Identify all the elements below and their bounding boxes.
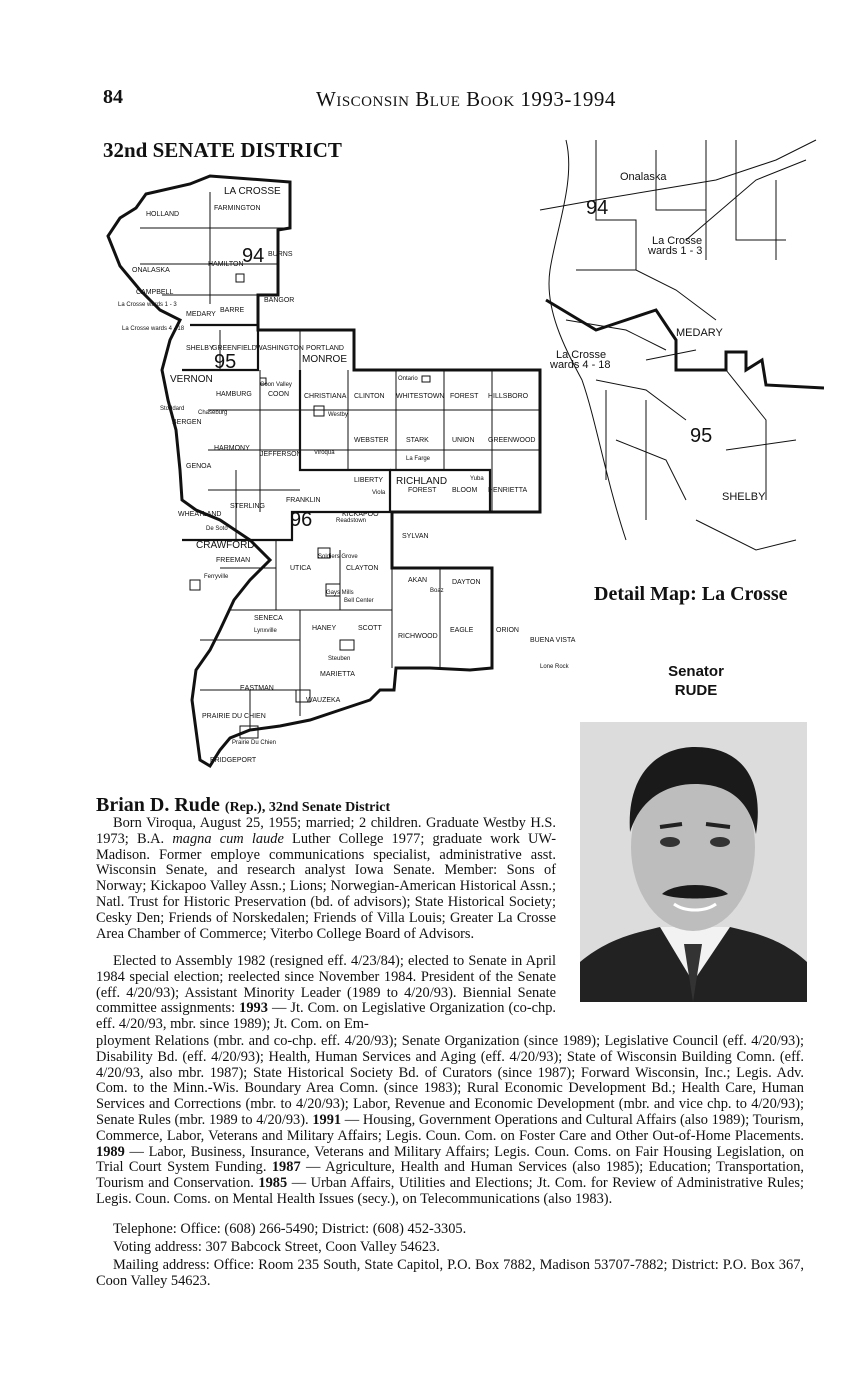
svg-text:RICHWOOD: RICHWOOD <box>398 633 438 640</box>
svg-text:Gays Mills: Gays Mills <box>326 590 354 596</box>
bio-paragraph-2-bottom <box>96 1034 804 1208</box>
svg-text:WHEATLAND: WHEATLAND <box>178 511 222 518</box>
senator-caption-line1: Senator <box>668 663 724 680</box>
svg-text:EASTMAN: EASTMAN <box>240 685 274 692</box>
svg-text:95: 95 <box>690 425 713 447</box>
svg-text:wards 1 - 3: wards 1 - 3 <box>648 245 703 257</box>
svg-text:La Crosse: La Crosse <box>652 235 703 247</box>
svg-text:Coon Valley: Coon Valley <box>260 382 292 388</box>
svg-text:MONROE: MONROE <box>302 354 347 365</box>
svg-text:La Farge: La Farge <box>406 456 431 462</box>
bio-p1-end: Luther College 1977; graduate work UW-Madison. Former employe communications specialist, administrative asst. Wisconsin Senate, and research analyst Iowa Senate. Member: Sons of Norway; Kickapoo Valley Assn.; Lions; Norwegian-American Historical Assn.; Natl. Trust for Historic Preservation (bd. of advisors); State Historical Society; Cesky Den; Friends of Norskedalen; Friends of Villa Louis; Greater La Crosse Area Chamber of Commerce; Viterbo College Board of Advisors. <box>96 830 556 942</box>
year-1993: 1993 <box>239 1000 268 1017</box>
svg-text:GENOA: GENOA <box>186 463 212 470</box>
year-1987: 1987 <box>271 1159 301 1176</box>
svg-text:BURNS: BURNS <box>268 251 293 258</box>
svg-text:PORTLAND: PORTLAND <box>306 345 344 352</box>
svg-text:BARRE: BARRE <box>220 307 245 314</box>
svg-text:MEDARY: MEDARY <box>676 327 723 339</box>
district-title: 32nd SENATE DISTRICT <box>103 138 342 162</box>
svg-text:FREEMAN: FREEMAN <box>216 557 251 564</box>
book-title: Wisconsin Blue Book 1993-1994 <box>316 87 616 111</box>
svg-text:Chaseburg: Chaseburg <box>198 410 228 416</box>
svg-text:HANEY: HANEY <box>312 625 337 632</box>
svg-text:SHELBY: SHELBY <box>722 491 766 503</box>
svg-text:La Crosse: La Crosse <box>556 349 607 361</box>
senator-portrait <box>580 722 807 1002</box>
svg-text:MARIETTA: MARIETTA <box>320 671 355 678</box>
district-map <box>100 170 590 770</box>
svg-text:Viola: Viola <box>372 490 386 496</box>
svg-text:96: 96 <box>290 509 313 531</box>
svg-text:Yuba: Yuba <box>470 476 484 482</box>
svg-text:wards 4 - 18: wards 4 - 18 <box>550 359 611 371</box>
svg-text:FARMINGTON: FARMINGTON <box>214 205 261 212</box>
svg-text:HENRIETTA: HENRIETTA <box>488 487 528 494</box>
svg-text:BLOOM: BLOOM <box>452 487 478 494</box>
svg-text:HARMONY: HARMONY <box>214 445 250 452</box>
bio-p2-b: — Jt. Com. on Legislative Organization (co-chp. eff. 4/20/93, mbr. since 1989); Jt. Com. on Em- <box>96 1000 556 1033</box>
bio-p2-c: ployment Relations (mbr. and co-chp. eff. 4/20/93); Senate Organization (since 1989); Legislative Council (eff. 4/20/93); Disability Bd. (eff. 4/20/93); Health, Human Services and Aging (eff. 4/20/93); State of Wisconsin Building Comn. (eff. 4/20/93, also mbr. 1987); State Historical Society Bd. of Curators (since 1987); Forward Wisconsin, Inc.; Legis. Adv. Com. to the Minn.-Wis. Boundary Area Comn. (since 1983); Rural Economic Development Bd.; Health Care, Human Services and Corrections (mbr. to 4/20/93); Labor, Revenue and Economic Development (mbr. and vice chp. to 4/20/93); Senate Rules (mbr. 1989 to 4/20/93). <box>96 1033 804 1128</box>
svg-text:PRAIRIE DU CHIEN: PRAIRIE DU CHIEN <box>202 713 266 720</box>
mailing-address: Mailing address: Office: Room 235 South, State Capitol, P.O. Box 7882, Madison 53707-7882; District: P.O. Box 367, Coon Valley 54623. <box>96 1257 804 1289</box>
svg-text:Lynxville: Lynxville <box>254 628 277 634</box>
svg-text:JEFFERSON: JEFFERSON <box>260 451 302 458</box>
bio-p2-a: Elected to Assembly 1982 (resigned eff. 4/23/84); elected to Senate in April 1984 special election; reelected since November 1984. President of the Senate (eff. 4/20/93); Assistant Minority Leader (1989 to 4/20/93). Biennial Senate committee assignments: <box>96 953 556 1017</box>
bio-paragraph-1 <box>96 816 556 942</box>
svg-text:WASHINGTON: WASHINGTON <box>256 345 304 352</box>
voting-address: Voting address: 307 Babcock Street, Coon Valley 54623. <box>113 1239 440 1255</box>
svg-text:HAMILTON: HAMILTON <box>208 261 244 268</box>
senator-caption <box>640 662 752 700</box>
senator-party-district: (Rep.), 32nd Senate District <box>224 800 391 815</box>
svg-text:Steuben: Steuben <box>328 656 351 662</box>
bio-p1-italic: magna cum laude <box>172 830 284 847</box>
svg-text:Boaz: Boaz <box>430 588 444 594</box>
svg-text:RICHLAND: RICHLAND <box>396 476 448 487</box>
svg-text:WHITESTOWN: WHITESTOWN <box>396 393 445 400</box>
portrait-drawing <box>580 722 807 1002</box>
year-1991: 1991 <box>312 1111 342 1128</box>
svg-text:BERGEN: BERGEN <box>172 419 202 426</box>
svg-text:SENECA: SENECA <box>254 615 283 622</box>
svg-text:ORION: ORION <box>496 627 519 634</box>
svg-text:CLAYTON: CLAYTON <box>346 565 379 572</box>
svg-text:Onalaska: Onalaska <box>620 171 667 183</box>
svg-text:HAMBURG: HAMBURG <box>216 391 252 398</box>
bio-p1-start: Born Viroqua, August 25, 1955; married; 2 children. Graduate Westby H.S. 1973; B.A. <box>96 815 556 847</box>
svg-text:UNION: UNION <box>452 437 475 444</box>
svg-text:STERLING: STERLING <box>230 503 266 510</box>
detail-map-caption: Detail Map: La Crosse <box>594 583 788 605</box>
svg-text:Bell Center: Bell Center <box>344 598 374 604</box>
year-1985: 1985 <box>258 1175 288 1192</box>
senator-caption-line2: RUDE <box>674 682 718 699</box>
svg-text:Westby: Westby <box>328 412 348 418</box>
svg-text:STARK: STARK <box>406 437 429 444</box>
svg-text:Readstown: Readstown <box>336 518 367 524</box>
svg-text:Ontario: Ontario <box>398 376 418 382</box>
svg-text:BRIDGEPORT: BRIDGEPORT <box>210 757 257 764</box>
svg-text:95: 95 <box>214 351 237 373</box>
svg-text:CHRISTIANA: CHRISTIANA <box>304 393 347 400</box>
svg-text:FRANKLIN: FRANKLIN <box>286 497 321 504</box>
svg-text:Lone Rock: Lone Rock <box>540 664 569 670</box>
detail-map <box>536 120 824 575</box>
svg-text:LIBERTY: LIBERTY <box>354 477 384 484</box>
senator-name-heading <box>96 794 390 817</box>
svg-text:VERNON: VERNON <box>170 374 213 385</box>
svg-text:LA CROSSE: LA CROSSE <box>224 186 281 197</box>
bio-paragraph-2-top <box>96 954 556 1033</box>
svg-text:ONALASKA: ONALASKA <box>132 267 170 274</box>
svg-text:EAGLE: EAGLE <box>450 627 474 634</box>
svg-text:Viroqua: Viroqua <box>314 450 335 456</box>
svg-text:Soldiers Grove: Soldiers Grove <box>318 554 358 560</box>
svg-text:COON: COON <box>268 391 289 398</box>
svg-text:SHELBY: SHELBY <box>186 345 214 352</box>
svg-text:CLINTON: CLINTON <box>354 393 385 400</box>
svg-text:WAUZEKA: WAUZEKA <box>306 697 341 704</box>
svg-text:KICKAPOO: KICKAPOO <box>342 511 379 518</box>
svg-text:94: 94 <box>586 197 609 219</box>
svg-text:Ferryville: Ferryville <box>204 574 229 580</box>
svg-text:CRAWFORD: CRAWFORD <box>196 540 255 551</box>
senator-name: Brian D. Rude <box>96 794 220 816</box>
svg-text:GREENFIELD: GREENFIELD <box>212 345 257 352</box>
svg-text:La Crosse wards 4 - 18: La Crosse wards 4 - 18 <box>122 326 185 332</box>
bio-p2-e: — Labor, Business, Insurance, Veterans and Military Affairs; Legis. Coun. Coms. on Fair Housing Legislation, on Trial Court System Funding. <box>96 1143 804 1176</box>
svg-text:BUENA VISTA: BUENA VISTA <box>530 637 576 644</box>
telephone: Telephone: Office: (608) 266-5490; District: (608) 452-3305. <box>113 1221 467 1237</box>
year-1989: 1989 <box>96 1143 125 1160</box>
svg-text:CAMPBELL: CAMPBELL <box>136 289 174 296</box>
svg-text:SCOTT: SCOTT <box>358 625 382 632</box>
svg-text:Stoddard: Stoddard <box>160 406 185 412</box>
svg-text:WEBSTER: WEBSTER <box>354 437 389 444</box>
svg-text:HILLSBORO: HILLSBORO <box>488 393 529 400</box>
svg-text:UTICA: UTICA <box>290 565 311 572</box>
svg-text:FOREST: FOREST <box>408 487 437 494</box>
bio-p2-d: — Housing, Government Operations and Cultural Affairs (also 1989); Tourism, Commerce, Labor, Veterans and Military Affairs; Legis. Coun. Com. on Foster Care and Other Out-of-Home Placements. <box>96 1111 804 1144</box>
svg-text:FOREST: FOREST <box>450 393 479 400</box>
svg-text:Prairie Du Chien: Prairie Du Chien <box>232 740 277 746</box>
svg-text:AKAN: AKAN <box>408 577 428 584</box>
svg-text:DAYTON: DAYTON <box>452 579 481 586</box>
svg-text:SYLVAN: SYLVAN <box>402 533 429 540</box>
svg-text:La Crosse wards 1 - 3: La Crosse wards 1 - 3 <box>118 302 177 308</box>
page-number: 84 <box>103 86 123 108</box>
bio-p2-f: — Agriculture, Health and Human Services (also 1985); Education; Transportation, Tourism and Conservation. <box>96 1159 804 1192</box>
svg-text:MEDARY: MEDARY <box>186 311 216 318</box>
svg-text:GREENWOOD: GREENWOOD <box>488 437 536 444</box>
svg-text:De Soto: De Soto <box>206 526 228 532</box>
svg-text:HOLLAND: HOLLAND <box>146 211 180 218</box>
bio-p2-g: — Urban Affairs, Utilities and Elections; Jt. Com. for Review of Administrative Rules; Legis. Coun. Coms. on Mental Health Issues (secy.), on Telecommunications (also 1983). <box>96 1175 804 1207</box>
svg-text:BANGOR: BANGOR <box>264 297 295 304</box>
svg-text:94: 94 <box>242 245 265 267</box>
